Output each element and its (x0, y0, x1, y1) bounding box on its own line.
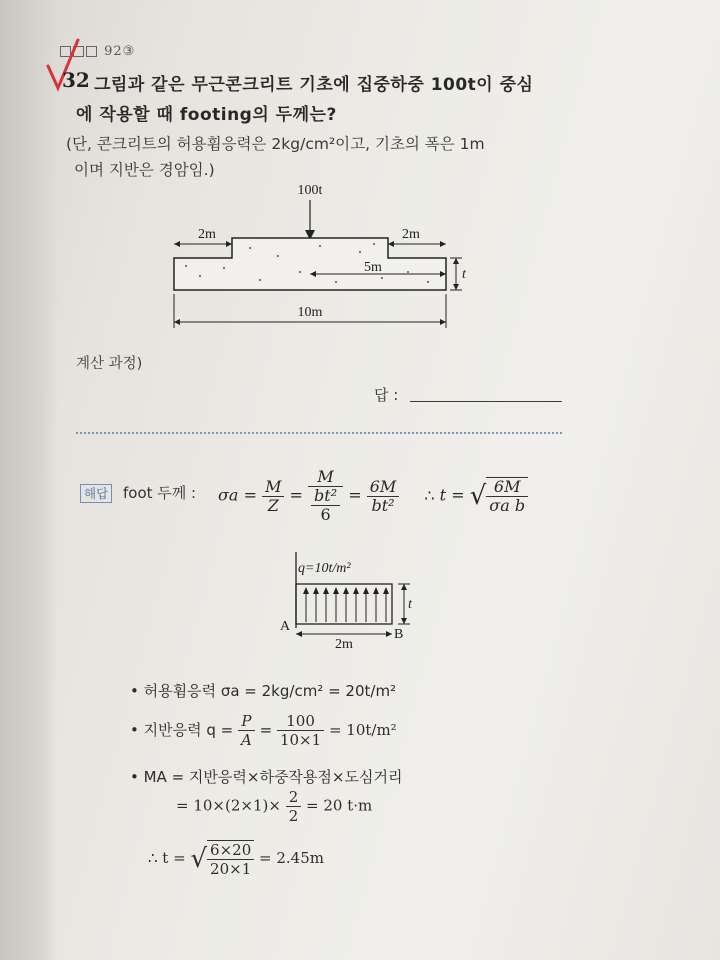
arrow-head-icon (174, 241, 180, 247)
fraction-m-over-z (262, 478, 284, 515)
numerator: 6M (367, 478, 400, 497)
bullet-moment-definition: • MA = 지반응력×하중작용점×도심거리 (130, 768, 403, 786)
dim-label-right: 2m (402, 227, 420, 242)
question-number: 32 (62, 68, 90, 92)
denominator: bt² (371, 495, 395, 515)
cantilever-slab (296, 584, 392, 624)
thickness-label: t (462, 267, 466, 282)
moment-calculation (176, 788, 372, 825)
result-text: = 20 t·m (306, 796, 373, 815)
section-separator (76, 432, 562, 434)
length-label: 2m (335, 637, 353, 652)
numerator: 6×20 (207, 841, 254, 860)
equals-sign: = (243, 485, 257, 505)
question-text-line1: 그림과 같은 무근콘크리트 기초에 집중하중 100t이 중심 (94, 75, 534, 95)
denominator: 10×1 (279, 731, 322, 749)
dim-label-half: 5m (364, 260, 382, 275)
answer-label: 답 : (374, 386, 399, 404)
sqrt-fraction (207, 840, 254, 878)
numerator: 6M (486, 478, 528, 497)
arrow-head-icon (440, 241, 446, 247)
bullet-prefix: • 지반응력 q = (130, 721, 234, 739)
denominator (308, 487, 343, 524)
bullet-ground-stress (130, 712, 397, 749)
load-label: 100t (297, 183, 323, 198)
equals-sign: = (259, 721, 273, 739)
denominator: 2 (288, 807, 299, 825)
pressure-arrows (306, 590, 386, 622)
numerator: 2 (286, 788, 302, 807)
cantilever-diagram (276, 548, 426, 652)
check-box (86, 46, 97, 57)
fraction-6m-over-bt2 (367, 478, 400, 515)
question-ref: 92③ (104, 44, 136, 59)
solution-formula (218, 468, 528, 524)
equals-sign: = (289, 485, 303, 505)
result-text: = 10t/m² (328, 721, 397, 739)
arrow-head-icon (296, 631, 302, 637)
arrow-head-icon (388, 241, 394, 247)
calculation-label: 계산 과정) (76, 356, 143, 372)
numerator: M (308, 468, 343, 487)
dim-label-total: 10m (297, 305, 323, 320)
inner-fraction (311, 487, 340, 524)
footing-diagram (160, 176, 480, 336)
sigma-a: σa (218, 485, 239, 505)
question-condition-line1: (단, 콘크리트의 허용휨응력은 2kg/cm²이고, 기초의 폭은 1m (66, 135, 485, 153)
result-text: = 2.45m (259, 849, 324, 867)
thickness-result (148, 840, 324, 878)
therefore-symbol: ∴ (424, 485, 435, 505)
calc-prefix: = 10×(2×1)× (176, 796, 281, 815)
arrow-head-icon (453, 258, 459, 264)
question-condition-line2: 이며 지반은 경암임.) (74, 161, 215, 179)
pressure-label: q=10t/m² (298, 561, 351, 576)
numerator: 100 (277, 712, 324, 731)
solution-label: foot 두께 : (123, 484, 197, 502)
denominator: Z (267, 495, 279, 515)
t-variable: t (439, 485, 447, 505)
point-b-label: B (394, 627, 404, 642)
arrow-head-icon (226, 241, 232, 247)
denominator: A (240, 731, 252, 749)
numerator: bt² (311, 487, 340, 506)
sqrt-icon: √ (469, 481, 487, 511)
arrow-head-icon (440, 319, 446, 325)
dim-label-left: 2m (198, 227, 216, 242)
page-shadow (0, 0, 58, 960)
arrow-head-icon (401, 618, 407, 624)
result-prefix: ∴ t = (148, 849, 186, 867)
arrow-head-icon (386, 631, 392, 637)
arrow-head-icon (401, 584, 407, 590)
fraction-2-over-2 (286, 788, 302, 825)
fraction-m-over-bt2-6 (308, 468, 343, 524)
denominator: 20×1 (210, 860, 252, 878)
point-a-label: A (280, 619, 291, 634)
answer-blank-line (410, 401, 562, 402)
arrow-head-icon (174, 319, 180, 325)
footing-outline (174, 238, 446, 290)
fraction-p-over-a (238, 712, 255, 749)
arrow-head-icon (453, 284, 459, 290)
bullet-allowable-stress: • 허용휨응력 σa = 2kg/cm² = 20t/m² (130, 682, 397, 700)
sqrt-icon: √ (190, 844, 208, 874)
numerator: M (262, 478, 284, 497)
denominator: 6 (320, 505, 331, 524)
question-text-line2: 에 작용할 때 footing의 두께는? (76, 105, 337, 125)
thickness-label: t (408, 597, 412, 612)
sqrt-fraction (486, 477, 528, 515)
denominator: σa b (489, 496, 526, 515)
fraction-100-over-10x1 (277, 712, 324, 749)
numerator: P (238, 712, 255, 731)
equals-sign: = (451, 485, 465, 505)
arrow-head-icon (303, 587, 389, 594)
equals-sign: = (348, 485, 362, 505)
solution-badge: 해답 (80, 484, 112, 503)
